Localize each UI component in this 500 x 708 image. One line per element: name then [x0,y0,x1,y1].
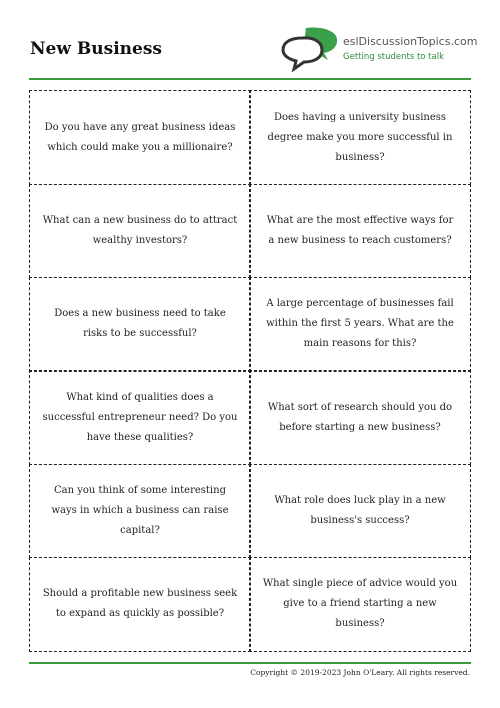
question-text: Do you have any great business ideas which could make you a millionaire? [44,121,236,153]
speech-bubbles-icon [280,26,340,72]
question-text: Can you think of some interesting ways in which a business can raise capital? [51,484,229,536]
page-title: New Business [30,39,162,59]
site-logo [280,26,478,72]
question-text: What are the most effective ways for a new business to reach customers? [266,214,454,246]
question-text: Does a new business need to take risks to be successful? [54,308,226,340]
copyright-notice: Copyright © 2019-2023 John O'Leary. All rights reserved. [250,668,470,677]
question-text: What sort of research should you do before starting a new business? [267,401,453,433]
question-card [249,370,471,465]
header-divider [29,78,471,80]
question-card-grid [30,91,470,651]
footer-divider [29,662,471,664]
question-card [249,90,471,185]
question-text: Does having a university business degree make you more successful in business? [267,111,453,163]
question-card [249,184,471,279]
question-text: What kind of qualities does a successful entrepreneur need? Do you have these qualities? [42,391,238,443]
question-text: What role does luck play in a new business's success? [274,494,446,526]
question-card [29,557,251,652]
question-text: A large percentage of businesses fail within the first 5 years. What are the main reasons for this? [266,298,454,350]
question-text: What can a new business do to attract wealthy investors? [42,214,238,246]
brand-name: eslDiscussionTopics.com [343,35,478,48]
outline-bubble-shape [283,38,322,69]
question-card [29,370,251,465]
question-card [249,277,471,372]
question-card [29,277,251,372]
question-card [29,90,251,185]
question-card [249,464,471,559]
question-card [249,557,471,652]
question-card [29,184,251,279]
question-card [29,464,251,559]
page-header [30,26,478,76]
question-text: Should a profitable new business seek to expand as quickly as possible? [42,588,238,620]
brand-tagline: Getting students to talk [343,52,445,62]
question-text: What single piece of advice would you give to a friend starting a new business? [262,578,458,630]
